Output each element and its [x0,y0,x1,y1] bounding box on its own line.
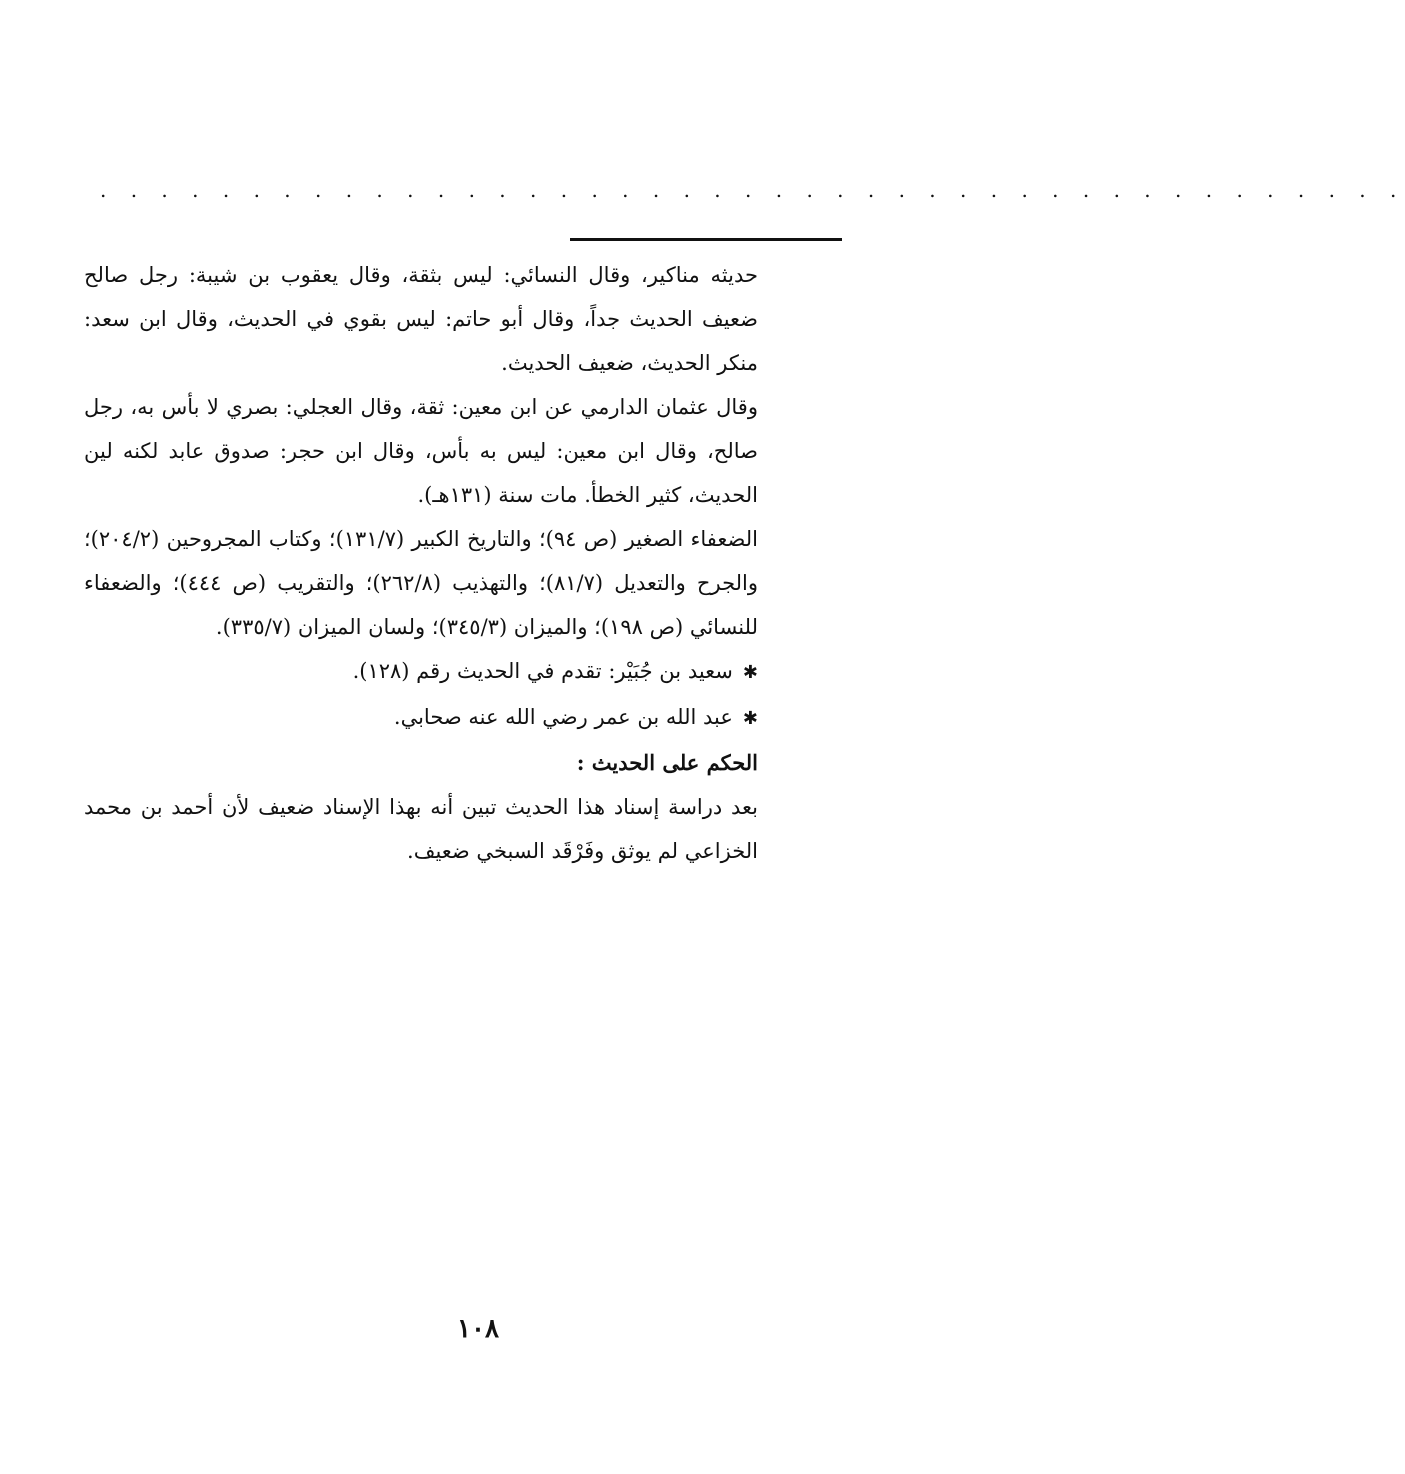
asterisk-bullet-icon: ✱ [742,662,758,683]
main-text-block [84,253,758,873]
references-paragraph: الضعفاء الصغير (ص ٩٤)؛ والتاريخ الكبير (١٣١/٧)؛ وكتاب المجروحين (٢٠٤/٢)؛ والجرح والتعديل (٨١/٧)؛ والتهذيب (٢٦٢/٨)؛ والتقريب (ص ٤٤٤)؛ والضعفاء للنسائي (ص ١٩٨)؛ والميزان (٣٤٥/٣)؛ ولسان الميزان (٣٣٥/٧). [84,527,759,639]
footnote-rule [570,238,842,241]
narrator-bullet-2 [84,695,758,741]
bullet-text: عبد الله بن عمر رضي الله عنه صحابي. [393,705,733,729]
narrator-criticism-paragraph: حديثه مناكير، وقال النسائي: ليس بثقة، وقال يعقوب بن شيبة: رجل صالح ضعيف الحديث جداً، وقال أبو حاتم: ليس بقوي في الحديث، وقال ابن سعد: منكر الحديث، ضعيف الحديث. [84,263,758,375]
narrator-bullet-1 [84,649,758,695]
bullet-text: سعيد بن جُبَيْر: تقدم في الحديث رقم (١٢٨). [352,659,733,683]
asterisk-bullet-icon: ✱ [742,708,758,729]
narrator-praise-paragraph: وقال عثمان الدارمي عن ابن معين: ثقة، وقال العجلي: بصري لا بأس به، رجل صالح، وقال ابن معين: ليس به بأس، وقال ابن حجر: صدوق عابد لكنه لين الحديث، كثير الخطأ. مات سنة (١٣١هـ). [84,395,758,507]
dotted-separator: . . . . . . . . . . . . . . . . . . . . . . . . . . . . . . . . . . . . . . . . . . . [100,178,1405,202]
ruling-paragraph: بعد دراسة إسناد هذا الحديث تبين أنه بهذا الإسناد ضعيف لأن أحمد بن محمد الخزاعي لم يوثق وفَرْقَد السبخي ضعيف. [84,795,758,863]
page-number: ١٠٨ [457,1314,499,1344]
ruling-heading: الحكم على الحديث : [576,750,758,775]
